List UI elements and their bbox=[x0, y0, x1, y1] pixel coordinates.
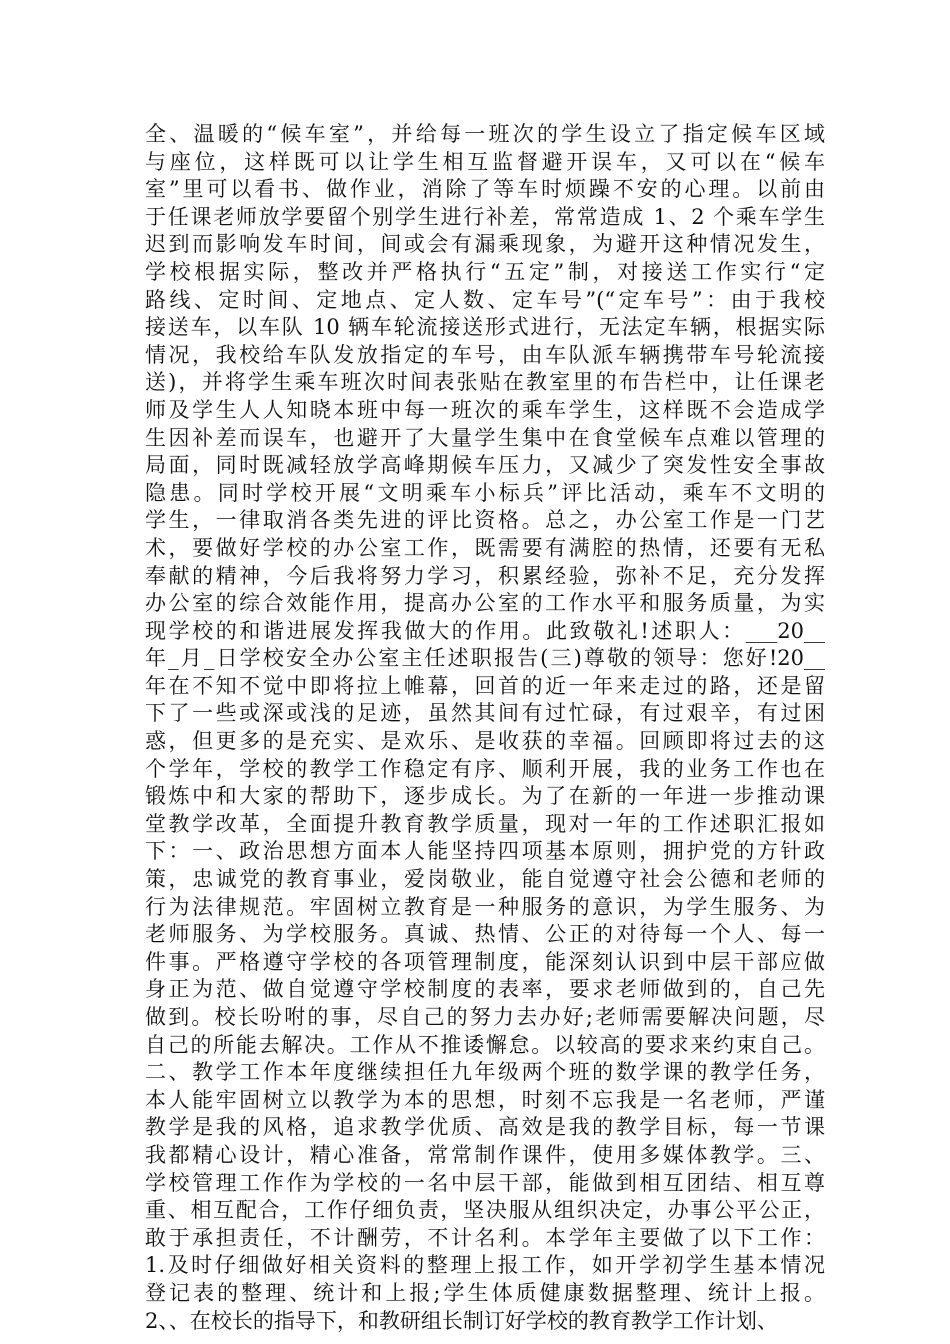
text-line: 年_月_日学校安全办公室主任述职报告(三)尊敬的领导：您好!20__ bbox=[145, 646, 825, 671]
text-line: 身正为范、做自觉遵守学校制度的表率，要求老师做到的，自己先 bbox=[145, 977, 825, 1002]
text-line: 下：一、政治思想方面本人能坚持四项基本原则，拥护党的方针政 bbox=[145, 839, 825, 864]
text-line: 我都精心设计，精心准备，常常制作课件，使用多媒体教学。三、 bbox=[145, 1142, 825, 1167]
text-line: 重、相互配合，工作仔细负责，坚决服从组织决定，办事公平公正， bbox=[145, 1198, 825, 1223]
text-line: 学校管理工作作为学校的一名中层干部，能做到相互团结、相互尊 bbox=[145, 1170, 825, 1195]
text-line: 下了一些或深或浅的足迹，虽然其间有过忙碌，有过艰辛，有过困 bbox=[145, 701, 825, 726]
text-line: 师及学生人人知晓本班中每一班次的乘车学生，这样既不会造成学 bbox=[145, 397, 825, 422]
text-line: 本人能牢固树立以教学为本的思想，时刻不忘我是一名老师，严谨 bbox=[145, 1087, 825, 1112]
text-line: 1.及时仔细做好相关资料的整理上报工作，如开学初学生基本情况 bbox=[145, 1253, 825, 1278]
text-line: 与座位，这样既可以让学生相互监督避开误车，又可以在“候车 bbox=[145, 149, 825, 174]
text-line: 学校根据实际，整改并严格执行“五定”制，对接送工作实行“定 bbox=[145, 259, 825, 284]
text-line: 局面，同时既减轻放学高峰期候车压力，又减少了突发性安全事故 bbox=[145, 453, 825, 478]
text-line: 现学校的和谐进展发挥我做大的作用。此致敬礼!述职人：___20__ bbox=[145, 618, 825, 643]
text-line: 学生，一律取消各类先进的评比资格。总之，办公室工作是一门艺 bbox=[145, 508, 825, 533]
text-line: 生因补差而误车，也避开了大量学生集中在食堂候车点难以管理的 bbox=[145, 425, 825, 450]
text-line: 路线、定时间、定地点、定人数、定车号”(“定车号”：由于我校 bbox=[145, 287, 825, 312]
text-line: 做到。校长吩咐的事，尽自己的努力去办好;老师需要解决问题，尽 bbox=[145, 1005, 825, 1029]
text-line: 件事。严格遵守学校的各项管理制度，能深刻认识到中层干部应做 bbox=[145, 949, 825, 974]
text-line: 奉献的精神，今后我将努力学习，积累经验，弥补不足，充分发挥 bbox=[145, 563, 825, 588]
text-line: 办公室的综合效能作用，提高办公室的工作水平和服务质量，为实 bbox=[145, 591, 825, 616]
text-line: 自己的所能去解决。工作从不推诿懈怠。以较高的要求来约束自己。 bbox=[145, 1032, 825, 1057]
text-line: 二、教学工作本年度继续担任九年级两个班的数学课的教学任务， bbox=[145, 1060, 825, 1085]
text-line: 室”里可以看书、做作业，消除了等车时烦躁不安的心理。以前由 bbox=[145, 177, 825, 202]
text-line: 老师服务、为学校服务。真诚、热情、公正的对待每一个人、每一 bbox=[145, 922, 825, 947]
text-line: 堂教学改革，全面提升教育教学质量，现对一年的工作述职汇报如 bbox=[145, 811, 825, 836]
text-line: 惑，但更多的是充实、是欢乐、是收获的幸福。回顾即将过去的这 bbox=[145, 729, 825, 754]
text-line: 2、、在校长的指导下，和教研组长制订好学校的教育教学工作计划、 bbox=[145, 1308, 778, 1333]
text-line: 接送车，以车队 10 辆车轮流接送形式进行，无法定车辆，根据实际 bbox=[145, 315, 825, 340]
text-line: 情况，我校给车队发放指定的车号，由车队派车辆携带车号轮流接 bbox=[145, 342, 825, 367]
text-line: 敢于承担责任，不计酬劳，不计名利。本学年主要做了以下工作： bbox=[145, 1225, 825, 1250]
text-line: 年在不知不觉中即将拉上帷幕，回首的近一年来走过的路，还是留 bbox=[145, 673, 825, 698]
text-line: 隐患。同时学校开展“文明乘车小标兵”评比活动，乘车不文明的 bbox=[145, 480, 825, 505]
body-text bbox=[145, 121, 825, 1335]
text-line: 策，忠诚党的教育事业，爱岗敬业，能自觉遵守社会公德和老师的 bbox=[145, 867, 825, 892]
text-line: 于任课老师放学要留个别学生进行补差，常常造成 1、2 个乘车学生 bbox=[145, 204, 825, 229]
text-line: 术，要做好学校的办公室工作，既需要有满腔的热情，还要有无私 bbox=[145, 535, 825, 560]
text-line: 教学是我的风格，追求教学优质、高效是我的教学目标，每一节课 bbox=[145, 1115, 825, 1140]
text-line: 锻炼中和大家的帮助下，逐步成长。为了在新的一年进一步推动课 bbox=[145, 784, 825, 809]
text-line: 送)，并将学生乘车班次时间表张贴在教室里的布告栏中，让任课老 bbox=[145, 370, 825, 395]
text-line: 迟到而影响发车时间，间或会有漏乘现象，为避开这种情况发生， bbox=[145, 232, 825, 257]
text-line: 行为法律规范。牢固树立教育是一种服务的意识，为学生服务、为 bbox=[145, 894, 825, 919]
text-line: 登记表的整理、统计和上报;学生体质健康数据整理、统计上报。 bbox=[145, 1280, 825, 1305]
text-line: 全、温暖的“候车室”，并给每一班次的学生设立了指定候车区域 bbox=[145, 122, 825, 146]
text-line: 个学年，学校的教学工作稳定有序、顺利开展，我的业务工作也在 bbox=[145, 756, 825, 781]
